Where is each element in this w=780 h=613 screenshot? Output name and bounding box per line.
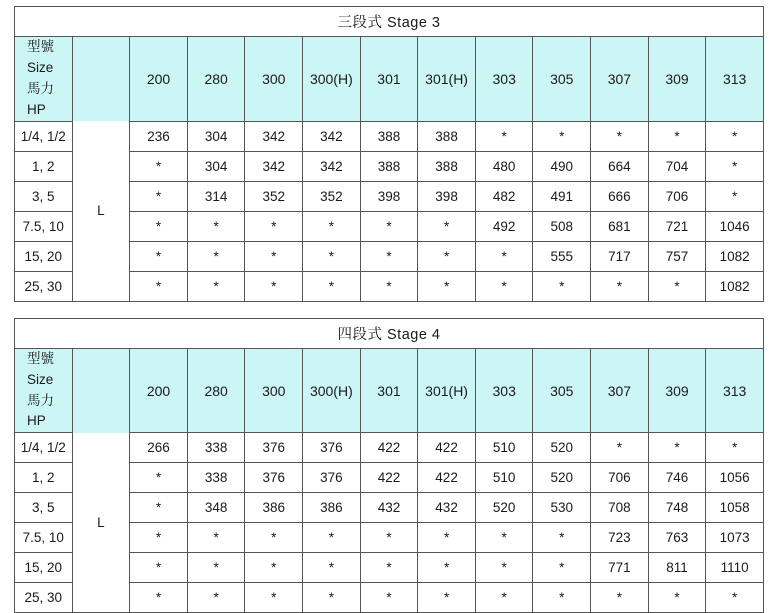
stage4-r4c7: *	[533, 553, 591, 583]
stage3-col-303: 303	[475, 37, 533, 122]
stage4-r5c10: *	[706, 583, 764, 613]
stage3-r5c2: *	[245, 271, 303, 301]
stage3-col-200: 200	[130, 37, 188, 122]
stage4-r0c1: 338	[187, 433, 245, 463]
stage4-r4c3: *	[303, 553, 361, 583]
stage4-r5c4: *	[360, 583, 418, 613]
stage4-r5c6: *	[475, 583, 533, 613]
stage3-r4c8: 717	[591, 241, 649, 271]
stage4-r2c8: 708	[591, 493, 649, 523]
stage4-side-col-head	[72, 348, 130, 433]
stage3-r3c0: *	[130, 211, 188, 241]
stage3-r4c2: *	[245, 241, 303, 271]
stage4-r1c0: *	[130, 463, 188, 493]
stage3-r2c5: 398	[418, 181, 476, 211]
stage4-r2c9: 748	[648, 493, 706, 523]
stage3-r3c4: *	[360, 211, 418, 241]
stage4-title: 四段式 Stage 4	[15, 318, 764, 348]
stage3-r1c6: 480	[475, 151, 533, 181]
stage3-r2c1: 314	[187, 181, 245, 211]
stage3-side-label: L	[72, 121, 130, 301]
stage4-header-row	[15, 348, 764, 433]
stage4-r3c7: *	[533, 523, 591, 553]
stage3-r2c6: 482	[475, 181, 533, 211]
stage3-r0c9: *	[648, 121, 706, 151]
stage4-r1c8: 706	[591, 463, 649, 493]
stage4-r4c5: *	[418, 553, 476, 583]
stage3-r1c5: 388	[418, 151, 476, 181]
stage4-r1c2: 376	[245, 463, 303, 493]
stage3-r1c2: 342	[245, 151, 303, 181]
stage3-r3c10: 1046	[706, 211, 764, 241]
stage4-r0c9: *	[648, 433, 706, 463]
stage4-r3c2: *	[245, 523, 303, 553]
stage4-col-313: 313	[706, 348, 764, 433]
stage4-r5c5: *	[418, 583, 476, 613]
stage4-size-hp-label	[15, 348, 73, 433]
stage3-r1c3: 342	[303, 151, 361, 181]
stage3-r0c1: 304	[187, 121, 245, 151]
stage3-r3c5: *	[418, 211, 476, 241]
stage4-r2c7: 530	[533, 493, 591, 523]
stage4-r0c2: 376	[245, 433, 303, 463]
stage4-r0c0: 266	[130, 433, 188, 463]
stage3-r2c2: 352	[245, 181, 303, 211]
stage3-r1c9: 704	[648, 151, 706, 181]
stage3-r3c6: 492	[475, 211, 533, 241]
stage4-r1c7: 520	[533, 463, 591, 493]
stage4-r5c1: *	[187, 583, 245, 613]
stage4-r2c5: 432	[418, 493, 476, 523]
stage4-col-301: 301	[360, 348, 418, 433]
stage4-r4c8: 771	[591, 553, 649, 583]
stage4-r5c3: *	[303, 583, 361, 613]
stage3-r0c0: 236	[130, 121, 188, 151]
stage4-row4-label: 15, 20	[15, 553, 73, 583]
stage3-col-313: 313	[706, 37, 764, 122]
stage4-r3c0: *	[130, 523, 188, 553]
stage3-col-301: 301	[360, 37, 418, 122]
stage4-r4c0: *	[130, 553, 188, 583]
stage3-header-row	[15, 37, 764, 122]
stage4-col-300: 300	[245, 348, 303, 433]
stage4-r2c6: 520	[475, 493, 533, 523]
stage3-r4c10: 1082	[706, 241, 764, 271]
stage4-table	[14, 318, 764, 613]
stage3-r0c4: 388	[360, 121, 418, 151]
stage3-col-300: 300	[245, 37, 303, 122]
stage3-r2c3: 352	[303, 181, 361, 211]
stage4-r3c10: 1073	[706, 523, 764, 553]
stage4-r2c1: 348	[187, 493, 245, 523]
stage4-r2c10: 1058	[706, 493, 764, 523]
stage3-col-300h: 300(H)	[303, 37, 361, 122]
stage4-col-309: 309	[648, 348, 706, 433]
stage3-r3c1: *	[187, 211, 245, 241]
stage4-r5c8: *	[591, 583, 649, 613]
stage4-r4c2: *	[245, 553, 303, 583]
stage3-r0c10: *	[706, 121, 764, 151]
stage3-row4-label: 15, 20	[15, 241, 73, 271]
stage3-r0c6: *	[475, 121, 533, 151]
stage4-r0c10: *	[706, 433, 764, 463]
stage4-col-305: 305	[533, 348, 591, 433]
stage3-r4c0: *	[130, 241, 188, 271]
stage3-title: 三段式 Stage 3	[15, 7, 764, 37]
stage4-r4c4: *	[360, 553, 418, 583]
stage4-r5c0: *	[130, 583, 188, 613]
stage3-r4c5: *	[418, 241, 476, 271]
stage3-r5c8: *	[591, 271, 649, 301]
table-row	[15, 433, 764, 463]
stage3-r5c10: 1082	[706, 271, 764, 301]
stage3-table	[14, 6, 764, 302]
stage3-r2c4: 398	[360, 181, 418, 211]
stage3-r2c9: 706	[648, 181, 706, 211]
stage3-r4c9: 757	[648, 241, 706, 271]
stage4-r4c1: *	[187, 553, 245, 583]
stage4-r3c3: *	[303, 523, 361, 553]
table-row	[15, 121, 764, 151]
stage3-size-label: 型號 Size	[27, 39, 54, 75]
stage4-r3c5: *	[418, 523, 476, 553]
stage3-r3c3: *	[303, 211, 361, 241]
stage3-r1c10: *	[706, 151, 764, 181]
stage4-row2-label: 3, 5	[15, 493, 73, 523]
stage4-r2c3: 386	[303, 493, 361, 523]
stage3-r2c0: *	[130, 181, 188, 211]
stage3-r3c9: 721	[648, 211, 706, 241]
stage4-r3c4: *	[360, 523, 418, 553]
stage4-col-303: 303	[475, 348, 533, 433]
stage3-r4c1: *	[187, 241, 245, 271]
stage3-r2c7: 491	[533, 181, 591, 211]
stage4-col-301h: 301(H)	[418, 348, 476, 433]
stage3-r5c0: *	[130, 271, 188, 301]
stage4-side-label: L	[72, 433, 130, 613]
stage3-col-309: 309	[648, 37, 706, 122]
stage3-row5-label: 25, 30	[15, 271, 73, 301]
stage4-r4c6: *	[475, 553, 533, 583]
stage4-r4c10: 1110	[706, 553, 764, 583]
stage4-row3-label: 7.5, 10	[15, 523, 73, 553]
stage3-r0c8: *	[591, 121, 649, 151]
stage4-r0c4: 422	[360, 433, 418, 463]
stage3-r4c3: *	[303, 241, 361, 271]
stage3-row0-label: 1/4, 1/2	[15, 121, 73, 151]
stage3-col-280: 280	[187, 37, 245, 122]
stage3-r0c7: *	[533, 121, 591, 151]
stage3-r5c4: *	[360, 271, 418, 301]
stage4-r1c10: 1056	[706, 463, 764, 493]
stage3-r3c7: 508	[533, 211, 591, 241]
stage4-size-label: 型號 Size	[27, 350, 54, 387]
stage4-col-200: 200	[130, 348, 188, 433]
stage3-r1c8: 664	[591, 151, 649, 181]
stage3-r1c0: *	[130, 151, 188, 181]
stage4-r3c9: 763	[648, 523, 706, 553]
stage4-row5-label: 25, 30	[15, 583, 73, 613]
stage3-col-301h: 301(H)	[418, 37, 476, 122]
stage4-r1c5: 422	[418, 463, 476, 493]
stage4-col-280: 280	[187, 348, 245, 433]
stage4-r1c1: 338	[187, 463, 245, 493]
stage3-r4c6: *	[475, 241, 533, 271]
stage3-r1c1: 304	[187, 151, 245, 181]
stage3-r2c10: *	[706, 181, 764, 211]
stage4-r5c7: *	[533, 583, 591, 613]
stage3-col-305: 305	[533, 37, 591, 122]
stage3-r4c4: *	[360, 241, 418, 271]
stage4-r5c9: *	[648, 583, 706, 613]
stage4-col-300h: 300(H)	[303, 348, 361, 433]
stage4-r2c0: *	[130, 493, 188, 523]
stage3-r1c4: 388	[360, 151, 418, 181]
stage4-r3c1: *	[187, 523, 245, 553]
stage3-col-307: 307	[591, 37, 649, 122]
stage3-r5c7: *	[533, 271, 591, 301]
stage3-title-row	[15, 7, 764, 37]
stage3-row2-label: 3, 5	[15, 181, 73, 211]
stage4-row0-label: 1/4, 1/2	[15, 433, 73, 463]
stage4-r0c3: 376	[303, 433, 361, 463]
stage4-row1-label: 1, 2	[15, 463, 73, 493]
stage3-r5c6: *	[475, 271, 533, 301]
stage4-r3c8: 723	[591, 523, 649, 553]
stage4-r5c2: *	[245, 583, 303, 613]
stage4-r1c6: 510	[475, 463, 533, 493]
stage3-r1c7: 490	[533, 151, 591, 181]
stage3-row1-label: 1, 2	[15, 151, 73, 181]
stage3-r0c5: 388	[418, 121, 476, 151]
stage3-r3c2: *	[245, 211, 303, 241]
stage3-r4c7: 555	[533, 241, 591, 271]
stage3-r5c3: *	[303, 271, 361, 301]
stage4-r1c3: 376	[303, 463, 361, 493]
stage3-r3c8: 681	[591, 211, 649, 241]
stage4-title-row	[15, 318, 764, 348]
stage4-r0c5: 422	[418, 433, 476, 463]
stage3-hp-label: 馬力 HP	[27, 80, 54, 117]
stage4-r1c9: 746	[648, 463, 706, 493]
stage4-r3c6: *	[475, 523, 533, 553]
stage4-r2c2: 386	[245, 493, 303, 523]
stage4-hp-label: 馬力 HP	[27, 392, 54, 429]
stage3-r5c1: *	[187, 271, 245, 301]
stage3-size-hp-label	[15, 37, 73, 122]
stage3-r5c5: *	[418, 271, 476, 301]
stage3-side-col-head	[72, 37, 130, 122]
stage3-row3-label: 7.5, 10	[15, 211, 73, 241]
stage4-r4c9: 811	[648, 553, 706, 583]
stage3-r5c9: *	[648, 271, 706, 301]
stage3-r0c3: 342	[303, 121, 361, 151]
stage3-r0c2: 342	[245, 121, 303, 151]
stage3-r2c8: 666	[591, 181, 649, 211]
stage4-r0c8: *	[591, 433, 649, 463]
stage4-r1c4: 422	[360, 463, 418, 493]
stage4-r2c4: 432	[360, 493, 418, 523]
stage4-r0c6: 510	[475, 433, 533, 463]
stage4-r0c7: 520	[533, 433, 591, 463]
stage4-col-307: 307	[591, 348, 649, 433]
